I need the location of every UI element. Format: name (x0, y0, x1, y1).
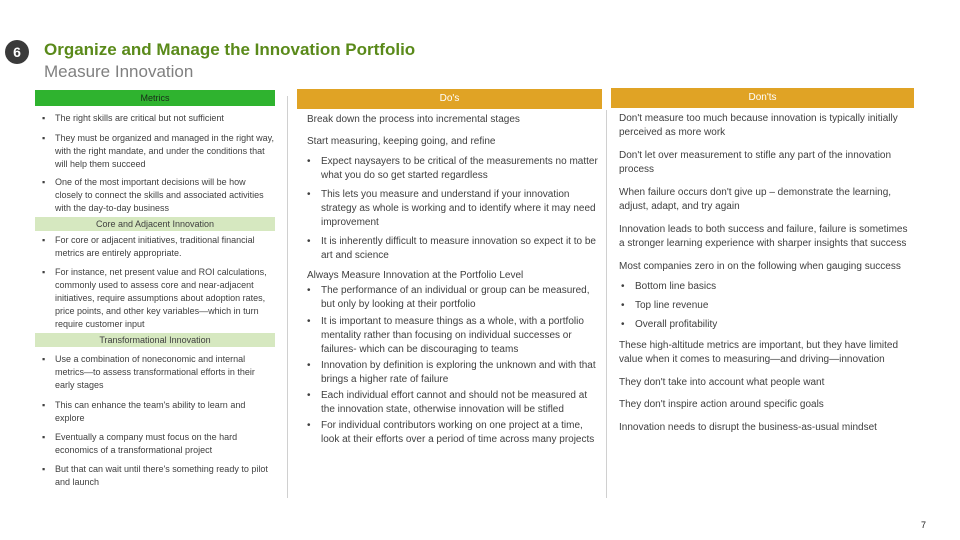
list-item: • This lets you measure and understand if your innovation strategy as whole is working and to identify where it may need improvement (307, 189, 596, 228)
bullet-icon: • (307, 189, 311, 200)
list-item: • Bottom line basics (621, 281, 717, 292)
list-item: • Each individual effort cannot and should not be measured at the innovation state, otherwise innovation will be stifled (307, 390, 588, 415)
donts-text: These high-altitude metrics are important, but they have limited value when it comes to measuring—and driving—innovation (619, 340, 899, 365)
bullet-icon: • (307, 156, 311, 167)
bullet-icon: • (621, 319, 625, 330)
list-item: ▪ They must be organized and managed in the right way, with the right mandate, and under the conditions that will help them succeed (42, 133, 274, 169)
bullet-icon: • (307, 316, 311, 327)
dos-header: Do's (297, 89, 602, 109)
bullet-icon: • (307, 390, 311, 401)
donts-text: Innovation leads to both success and failure, failure is sometimes a stronger learning experience with sharper insights that success (619, 224, 908, 249)
metrics-column (35, 90, 275, 489)
bullet-icon: • (307, 420, 311, 431)
dos-text: Start measuring, keeping going, and refine (307, 136, 496, 147)
donts-text: Most companies zero in on the following when gauging success (619, 261, 901, 272)
list-item: ▪ One of the most important decisions will be how closely to connect the skills and associated activities with the day-to-day business (42, 177, 264, 213)
bullet-icon: • (307, 360, 311, 371)
dos-text: Always Measure Innovation at the Portfolio Level (307, 270, 524, 281)
core-adjacent-band: Core and Adjacent Innovation (35, 217, 275, 231)
donts-header: Don'ts (611, 88, 914, 108)
bullet-icon: • (621, 281, 625, 292)
list-item: ▪ But that can wait until there's something ready to pilot and launch (42, 464, 268, 487)
list-item: • Innovation by definition is exploring the unknown and with that brings a higher rate of failure (307, 360, 596, 385)
bullet-icon: ▪ (42, 235, 46, 245)
bullet-icon: • (307, 236, 311, 247)
page-subtitle: Measure Innovation (44, 62, 194, 81)
bullet-icon: ▪ (42, 432, 46, 442)
dos-text: Break down the process into incremental stages (307, 114, 520, 125)
list-item: ▪ The right skills are critical but not sufficient (42, 113, 224, 123)
donts-text: Don't measure too much because innovation is typically initially perceived as more work (619, 113, 898, 138)
bullet-icon: ▪ (42, 464, 46, 474)
list-item: ▪ For instance, net present value and ROI calculations, commonly used to assess core and near-adjacent initiatives, require assumptions about adoption rates, price points, and other key variables—which in turn require customer input (42, 267, 267, 329)
donts-text: Innovation needs to disrupt the business-as-usual mindset (619, 422, 877, 433)
donts-text: They don't inspire action around specific goals (619, 399, 824, 410)
list-item: • The performance of an individual or group can be measured, but only by looking at their portfolio (307, 285, 590, 310)
list-item: • It is inherently difficult to measure innovation so expect it to be art and science (307, 236, 596, 261)
dos-column (297, 89, 602, 447)
page-title: Organize and Manage the Innovation Portfolio (44, 40, 416, 59)
list-item: • Expect naysayers to be critical of the measurements no matter what you do so get started regardless (307, 156, 598, 181)
transformational-band: Transformational Innovation (35, 333, 275, 347)
section-number-badge: 6 (5, 40, 29, 64)
donts-text: When failure occurs don't give up – demonstrate the learning, adjust, adapt, and try again (619, 187, 892, 212)
bullet-icon: ▪ (42, 113, 46, 123)
list-item: • It is important to measure things as a whole, with a portfolio mentality rather than focusing on individual successes or failures- which can be discouraging to teams (307, 316, 584, 355)
page-number: 7 (920, 520, 926, 530)
bullet-icon: ▪ (42, 133, 46, 143)
bullet-icon: ▪ (42, 400, 46, 410)
list-item: ▪ Use a combination of noneconomic and internal metrics—to assess transformational efforts in their early stages (42, 354, 255, 390)
list-item: • For individual contributors working on one project at a time, look at their efforts over a period of time across many projects (307, 420, 595, 445)
list-item: ▪ Eventually a company must focus on the hard economics of a transformational project (42, 432, 238, 455)
column-divider (287, 96, 288, 498)
donts-text: Don't let over measurement to stifle any part of the innovation process (619, 150, 892, 175)
list-item: • Top line revenue (621, 300, 709, 311)
column-divider (606, 110, 607, 498)
list-item: ▪ For core or adjacent initiatives, traditional financial metrics are entirely appropriate. (42, 235, 255, 258)
bullet-icon: • (307, 285, 311, 296)
metrics-header: Metrics (35, 90, 275, 106)
bullet-icon: • (621, 300, 625, 311)
bullet-icon: ▪ (42, 354, 46, 364)
donts-column (611, 88, 914, 435)
list-item: • Overall profitability (621, 319, 718, 330)
list-item: ▪ This can enhance the team's ability to learn and explore (42, 400, 246, 423)
bullet-icon: ▪ (42, 267, 46, 277)
donts-text: They don't take into account what people want (619, 377, 825, 388)
bullet-icon: ▪ (42, 177, 46, 187)
